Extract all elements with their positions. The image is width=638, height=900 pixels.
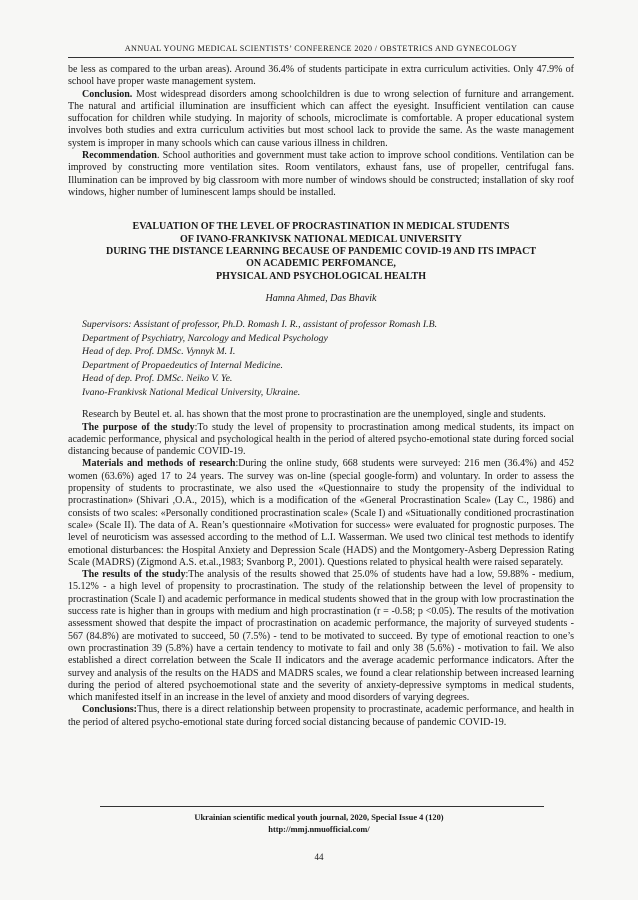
- prev-paragraph: [68, 64, 574, 89]
- conclusions-label: Conclusions:: [82, 704, 138, 716]
- title-line: OF IVANO-FRANKIVSK NATIONAL MEDICAL UNIVERSITY: [179, 233, 463, 245]
- purpose-paragraph: [68, 422, 574, 459]
- footer: [0, 812, 638, 836]
- supervisor-line: Head of dep. Prof. DMSc. Neiko V. Ye.: [82, 373, 233, 385]
- supervisor-line: Ivano-Frankivsk National Medical University, Ukraine.: [82, 386, 301, 398]
- conclusions-text: Thus, there is a direct relationship between propensity to procrastinate, academic performance, and health in the period of altered psycho-emotional state during forced social distancing because of pandemic COVID-19.: [68, 704, 574, 728]
- supervisor-line: Department of Psychiatry, Narcology and Medical Psychology: [82, 332, 328, 344]
- conclusions-paragraph: [68, 704, 574, 729]
- title-line: PHYSICAL AND PSYCHOLOGICAL HEALTH: [216, 270, 426, 282]
- prev-conclusion: [68, 89, 574, 150]
- prev-recommendation-text: . School authorities and government must take action to improve school conditions. Ventilation can be improved by constructing more ventilation sites. Room ventilators, exhaust fans, use of propeller, centrifugal fans. Illumination can be improved by big classroom with more number of windows should be constructed; installation of sky roof windows, higher number of luminescent lamps should be installed.: [68, 150, 574, 198]
- footer-divider: [100, 806, 544, 807]
- results-paragraph: [68, 569, 574, 704]
- article-authors: Hamna Ahmed, Das Bhavik: [265, 293, 377, 305]
- page-number: 44: [314, 852, 324, 862]
- prev-conclusion-text: Most widespread disorders among schoolchildren is due to wrong selection of furniture and arrangement. The natural and artificial illumination are insufficient which can affect the eyesight. Insufficient ventilation can cause suffocation for children while studying. In majority of schools, microclimate is comfortable. A proper educational system involves both studies and extra curriculum activities but most school lack to provide the same. As the waste management system is improper in many schools which can cause various illness in children.: [68, 88, 574, 149]
- methods-text: :During the online study, 668 students were surveyed: 216 men (36.4%) and 452 women (63.6%) aged 17 to 24 years. The survey was on-line (special google-form) and voluntary. In order to assess the propensity of students to procrastinate, we also used the «Questionnaire to study the propensity of the individual to procrastination» (Shivari ,O.A., 2015), which is a modification of the «General Procrastination Scale» (Lay C., 1986) and consists of two scales: «Personally conditioned procrastination scale» (Scale I) and «Situationally conditioned procrastination scale» (Scale II). The data of A. Rean’s questionnaire «Motivation for success» were evaluated for prognostic purposes. The level of neuroticism was assessed according to the method of L.I. Wasserman. We used two clinical test methods to identify emotional disturbances: the Hospital Anxiety and Depression Scale (HADS) and the Montgomery-Asberg Depression Rating Scale (MADRS) (Zigmond A.S. et.al.,1983; Svanborg P., 2001). Questions related to physical health were raised separately.: [68, 458, 574, 568]
- results-label: The results of the study: [82, 569, 186, 581]
- supervisors-block: [68, 318, 574, 399]
- intro-text: Research by Beutel et. al. has shown that the most prone to procrastination are the unemployed, single and students.: [82, 409, 546, 421]
- supervisor-line: Department of Propaedeutics of Internal Medicine.: [82, 359, 283, 371]
- journal-citation: Ukrainian scientific medical youth journal, 2020, Special Issue 4 (120): [194, 813, 444, 822]
- title-line: DURING THE DISTANCE LEARNING BECAUSE OF PANDEMIC COVID-19 AND ITS IMPACT: [105, 246, 537, 258]
- prev-recommendation-label: Recommendation: [82, 150, 157, 162]
- supervisor-line: Supervisors: Assistant of professor, Ph.D. Romash I. R., assistant of professor Romash I.B.: [82, 319, 438, 331]
- methods-label: Materials and methods of research: [82, 458, 236, 470]
- methods-paragraph: [68, 458, 574, 569]
- results-text: :The analysis of the results showed that 25.0% of students have had a low, 59.88% - medium, 15.12% - a high level of propensity to procrastination. The study of the relationship between the level of propensity to procrastination (Scale I) and academic performance in medical students showed that in the group with low procrastination the success rate is higher than in groups with medium and high procrastination (r = -0.58; p <0.05). The results of the motivation assessment showed that despite the impact of procrastination on academic performance, the majority of surveyed students - 567 (84.8%) are motivated to succeed, 50 (7.5%) - tend to be motivated to succeed. By type of emotional reaction to one’s own procrastination 39 (5.8%) have a certain tendency to motivate to fail and only 38 (5.6%) - motivation to fail. We also established a direct correlation between the Scale II indicators and the average academic performance indicators. After the survey and analysis of the results on the HADS and MADRS scales, we found a clear relationship between increased learning during the period of altered psychoemotional state and the severity of anxiety-depressive symptoms in medical students, which manifested itself in an increase in the level of anxiety and mood disorders of varying degrees.: [68, 569, 574, 704]
- journal-url[interactable]: http://mmj.nmuofficial.com/: [268, 825, 370, 834]
- title-line: EVALUATION OF THE LEVEL OF PROCRASTINATION IN MEDICAL STUDENTS: [132, 221, 510, 233]
- intro-paragraph: [68, 409, 574, 421]
- prev-conclusion-label: Conclusion.: [82, 88, 133, 100]
- purpose-text: :To study the level of propensity to procrastination among medical students, its impact on academic performance, physical and psychological health in the period of altered psycho-emotional state during forced social distancing because of pandemic COVID-19.: [68, 421, 574, 458]
- title-line: ON ACADEMIC PERFOMANCE,: [246, 258, 396, 270]
- running-head: ANNUAL YOUNG MEDICAL SCIENTISTS’ CONFERENCE 2020 / OBSTETRICS AND GYNECOLOGY: [68, 0, 574, 58]
- prev-recommendation: [68, 150, 574, 199]
- supervisor-line: Head of dep. Prof. DMSc. Vynnyk M. I.: [82, 346, 236, 358]
- article-title: [68, 221, 574, 283]
- prev-paragraph-text: be less as compared to the urban areas). Around 36.4% of students participate in extra curriculum activities. Only 47.9% of school have proper waste management system.: [68, 64, 574, 88]
- purpose-label: The purpose of the study: [82, 421, 195, 433]
